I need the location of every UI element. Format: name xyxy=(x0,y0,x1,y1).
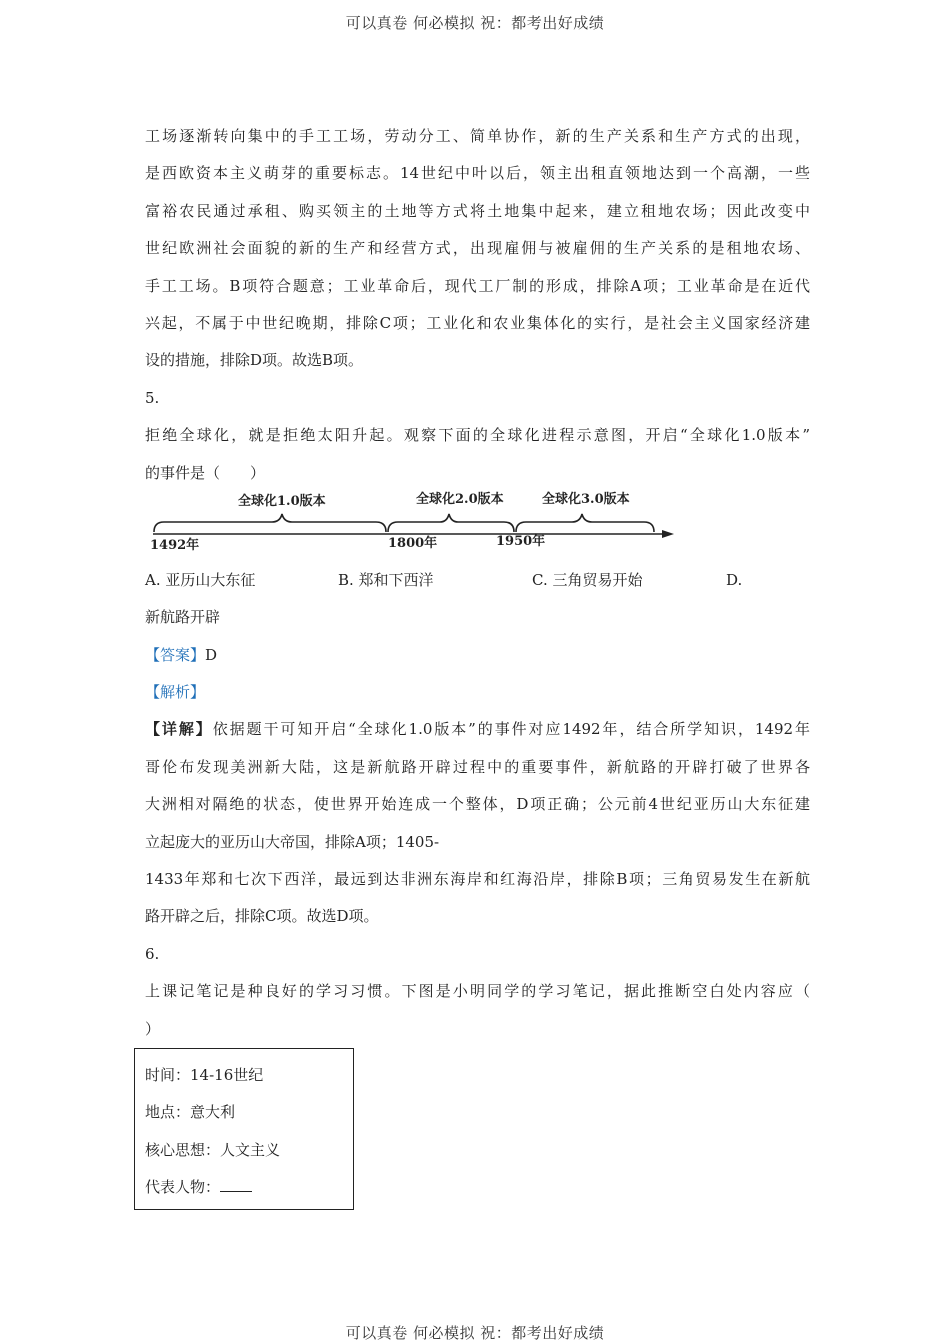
q5-detail-line-6: 路开辟之后，排除C项。故选D项。 xyxy=(145,907,379,926)
note-time: 时间：14-16世纪 xyxy=(145,1066,264,1084)
q4-line-4: 世纪欧洲社会面貌的新的生产和经营方式，出现雇佣与被雇佣的生产关系的是租地农场、 xyxy=(145,239,810,258)
timeline-label-2: 全球化2.0版本 xyxy=(416,491,504,507)
q5-option-c[interactable]: C. 三角贸易开始 xyxy=(532,570,643,589)
q4-line-6: 兴起，不属于中世纪晚期，排除C项；工业化和农业集体化的实行，是社会主义国家经济建 xyxy=(145,313,810,332)
page-content xyxy=(145,118,810,1048)
page-header: 可以真卷 何必模拟 祝：都考出好成绩 xyxy=(345,14,605,32)
brace-3 xyxy=(516,514,654,532)
q6-stem-line-1: 上课记笔记是种良好的学习习惯。下图是小明同学的学习笔记，据此推断空白处内容应（ xyxy=(145,982,810,1001)
q4-line-5: 手工工场。B项符合题意；工业革命后，现代工厂制的形成，排除A项；工业革命是在近代 xyxy=(145,276,810,295)
q6-stem-line-2: ） xyxy=(145,1019,161,1038)
q5-option-d[interactable]: D. xyxy=(726,570,743,589)
q5-number: 5. xyxy=(145,388,160,407)
timeline-arrow xyxy=(662,530,674,538)
timeline-label-1: 全球化1.0版本 xyxy=(238,493,326,509)
note-core-idea: 核心思想：人文主义 xyxy=(145,1140,281,1159)
timeline-year-1800: 1800年 xyxy=(388,535,438,551)
q5-option-a[interactable]: A. 亚历山大东征 xyxy=(145,570,256,589)
page-footer: 可以真卷 何必模拟 祝：都考出好成绩 xyxy=(345,1324,605,1342)
timeline-year-1492: 1492年 xyxy=(150,537,200,553)
q5-option-b[interactable]: B. 郑和下西洋 xyxy=(338,570,434,589)
timeline-label-3: 全球化3.0版本 xyxy=(542,491,630,507)
q5-options xyxy=(145,562,810,599)
q5-option-d-text[interactable]: 新航路开辟 xyxy=(145,608,221,627)
detail-label: 【详解】 xyxy=(145,720,213,739)
brace-2 xyxy=(388,514,514,532)
q5-detail-line-4: 立起庞大的亚历山大帝国，排除A项；1405- xyxy=(145,832,440,851)
note-place: 地点：意大利 xyxy=(145,1103,236,1122)
answer-label: 【答案】 xyxy=(145,645,206,664)
answer-blank[interactable] xyxy=(220,1175,252,1192)
q5-detail-line-1 xyxy=(145,711,810,748)
q5-detail-line-3: 大洲相对隔绝的状态，使世界开始连成一个整体，D项正确；公元前4世纪亚历山大东征建 xyxy=(145,795,810,814)
q4-line-7: 设的措施，排除D项。故选B项。 xyxy=(145,351,364,370)
study-notes-box xyxy=(134,1048,354,1210)
q5-answer xyxy=(145,637,810,674)
q4-line-3: 富裕农民通过承租、购买领主的土地等方式将土地集中起来，建立租地农场；因此改变中 xyxy=(145,201,810,220)
note-representative-label: 代表人物： xyxy=(145,1178,221,1197)
q5-stem-line-1: 拒绝全球化，就是拒绝太阳升起。观察下面的全球化进程示意图，开启“全球化1.0版本” xyxy=(145,426,810,445)
q4-line-1: 工场逐渐转向集中的手工工场，劳动分工、简单协作，新的生产关系和生产方式的出现， xyxy=(145,127,810,145)
q6-number: 6. xyxy=(145,944,160,963)
brace-1 xyxy=(154,514,386,532)
note-representative xyxy=(145,1169,353,1206)
timeline-year-1950: 1950年 xyxy=(496,533,546,549)
q5-stem-line-2: 的事件是（ ） xyxy=(145,463,266,482)
answer-value: D xyxy=(205,645,218,664)
q5-analysis-label: 【解析】 xyxy=(145,683,206,702)
detail-text-1: 依据题干可知开启“全球化1.0版本”的事件对应1492年，结合所学知识，1492年 xyxy=(212,720,810,739)
q5-detail-line-5: 1433年郑和七次下西洋，最远到达非洲东海岸和红海沿岸，排除B项；三角贸易发生在新航 xyxy=(145,870,810,889)
q5-detail-line-2: 哥伦布发现美洲新大陆，这是新航路开辟过程中的重要事件，新航路的开辟打破了世界各 xyxy=(145,757,810,776)
globalization-timeline xyxy=(150,491,680,556)
q4-line-2: 是西欧资本主义萌芽的重要标志。14世纪中叶以后，领主出租直领地达到一个高潮，一些 xyxy=(145,164,810,183)
